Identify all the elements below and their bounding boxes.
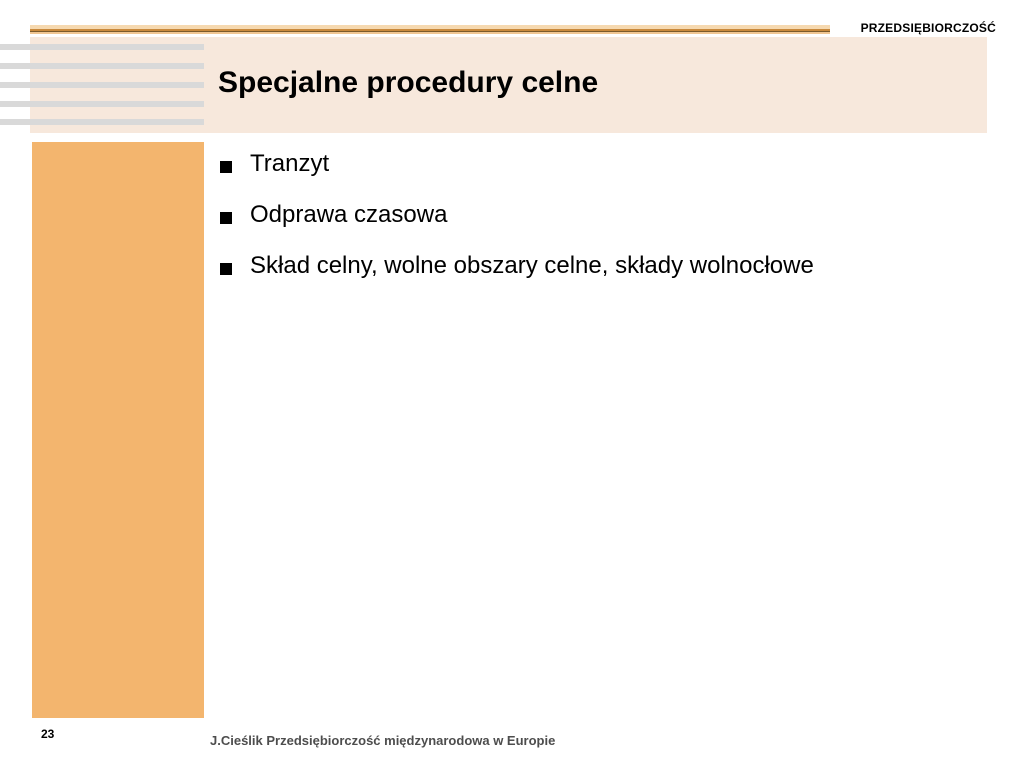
square-bullet-icon xyxy=(220,263,232,275)
stripe-line xyxy=(0,63,204,69)
top-decorative-rule xyxy=(30,25,830,34)
square-bullet-icon xyxy=(220,161,232,173)
bullet-text: Tranzyt xyxy=(250,150,330,177)
decorative-stripes xyxy=(0,44,204,129)
side-panel xyxy=(32,142,204,718)
bullet-text: Skład celny, wolne obszary celne, składy wolnocłowe xyxy=(250,252,814,279)
footer-text: J.Cieślik Przedsiębiorczość międzynarodowa w Europie xyxy=(210,733,556,748)
stripe-line xyxy=(0,82,204,88)
stripe-line xyxy=(0,44,204,50)
brand-label: PRZEDSIĘBIORCZOŚĆ xyxy=(860,21,996,35)
page-number: 23 xyxy=(41,727,55,741)
square-bullet-icon xyxy=(220,212,232,224)
bullet-text: Odprawa czasowa xyxy=(250,201,448,228)
bullet-item xyxy=(218,201,814,252)
stripe-line xyxy=(0,119,204,125)
bullet-item xyxy=(218,252,814,303)
slide-title: Specjalne procedury celne xyxy=(218,66,599,99)
bullet-item xyxy=(218,150,814,201)
bullet-list xyxy=(218,150,814,303)
stripe-line xyxy=(0,101,204,107)
